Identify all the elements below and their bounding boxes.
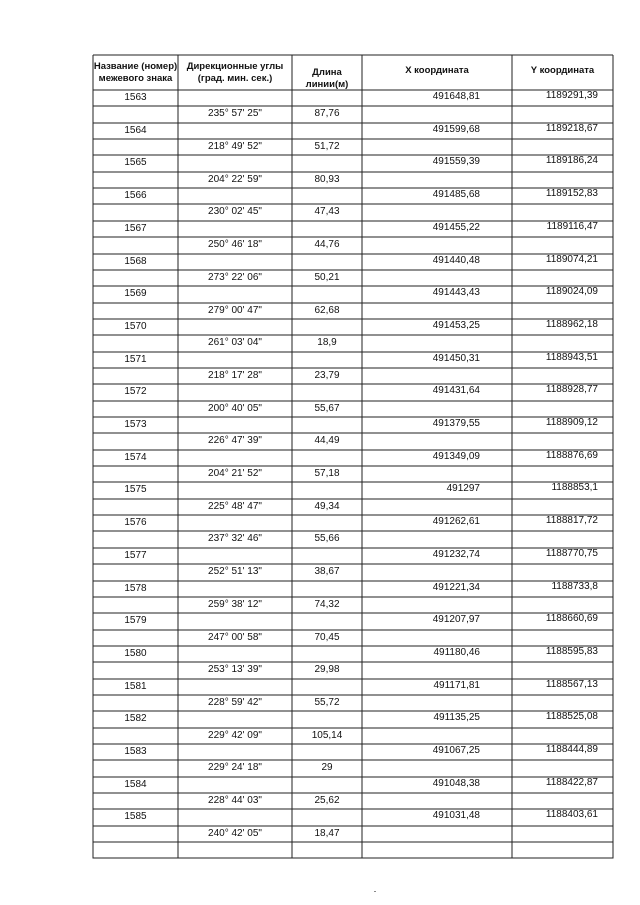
y-coordinate: 1189024,09 [545, 286, 598, 298]
y-coordinate: 1188962,18 [545, 318, 598, 330]
direction-angle: 225° 48' 47" [208, 500, 262, 512]
x-coordinate: 491297 [446, 483, 480, 495]
direction-angle: 247° 00' 58" [208, 631, 262, 643]
header-x-column: X координата [405, 65, 469, 76]
direction-angle: 229° 24' 18" [208, 762, 262, 774]
y-coordinate: 1189152,83 [545, 188, 598, 200]
x-coordinate: 491221,34 [432, 581, 480, 593]
mark-name: 1572 [124, 386, 147, 398]
x-coordinate: 491262,61 [432, 516, 480, 528]
x-coordinate: 491135,25 [433, 712, 480, 724]
mark-name: 1576 [124, 517, 147, 529]
header-y-column: Y координата [530, 65, 595, 76]
x-coordinate: 491559,39 [432, 156, 480, 168]
direction-angle: 252° 51' 13" [208, 566, 262, 578]
line-length: 50,21 [314, 271, 340, 283]
direction-angle: 235° 57' 25" [208, 108, 262, 120]
y-coordinate: 1189218,67 [545, 122, 598, 134]
y-coordinate: 1188733,8 [551, 580, 598, 592]
y-coordinate: 1188876,69 [545, 449, 598, 461]
line-length: 55,66 [314, 533, 340, 545]
mark-name: 1567 [124, 222, 147, 234]
mark-name: 1568 [124, 255, 147, 267]
y-coordinate: 1188595,83 [545, 645, 598, 657]
x-coordinate: 491171,81 [433, 679, 480, 691]
y-coordinate: 1188943,51 [545, 351, 598, 363]
direction-angle: 279° 00' 47" [208, 304, 262, 316]
mark-name: 1571 [124, 353, 147, 365]
line-length: 49,34 [314, 500, 340, 512]
line-length: 105,14 [311, 729, 343, 741]
x-coordinate: 491648,81 [432, 91, 480, 102]
mark-name: 1579 [124, 615, 147, 627]
x-coordinate: 491379,55 [432, 418, 480, 429]
mark-name: 1570 [124, 320, 147, 332]
header-name-line1: Название (номер) [93, 61, 178, 72]
line-length: 25,62 [314, 795, 340, 807]
x-coordinate: 491450,31 [432, 352, 480, 364]
direction-angle: 230° 02' 45" [208, 206, 262, 218]
y-coordinate: 1188422,87 [545, 776, 598, 788]
line-length: 74,32 [314, 598, 340, 610]
direction-angle: 229° 42' 09" [208, 729, 262, 741]
y-coordinate: 1189116,47 [546, 220, 598, 232]
line-length: 18,9 [317, 337, 337, 349]
x-coordinate: 491180,46 [433, 646, 480, 658]
mark-name: 1580 [124, 647, 147, 659]
mark-name: 1574 [124, 451, 147, 463]
y-coordinate: 1189186,24 [545, 155, 598, 167]
x-coordinate: 491431,64 [432, 385, 480, 397]
direction-angle: 250° 46' 18" [208, 239, 262, 251]
mark-name: 1565 [124, 157, 147, 169]
direction-angle: 273° 22' 06" [208, 271, 262, 283]
line-length: 57,18 [314, 468, 340, 480]
y-coordinate: 1189074,21 [545, 253, 598, 265]
y-coordinate: 1188853,1 [551, 482, 598, 494]
y-coordinate: 1188525,08 [545, 711, 598, 723]
mark-name: 1564 [124, 124, 147, 136]
line-length: 55,67 [314, 402, 340, 414]
x-coordinate: 491031,48 [432, 810, 480, 822]
x-coordinate: 491232,74 [432, 548, 480, 560]
x-coordinate: 491048,38 [432, 777, 480, 789]
header-angle-column [178, 61, 292, 85]
x-coordinate: 491453,25 [432, 319, 480, 331]
direction-angle: 226° 47' 39" [208, 435, 262, 447]
y-coordinate: 1188928,77 [545, 384, 598, 396]
line-length: 80,93 [314, 173, 340, 185]
header-name-column [93, 61, 178, 85]
direction-angle: 218° 49' 52" [208, 141, 262, 153]
mark-name: 1569 [124, 288, 147, 300]
y-coordinate: 1188817,72 [545, 515, 598, 527]
line-length: 38,67 [314, 566, 340, 578]
line-length: 23,79 [314, 369, 340, 381]
y-coordinate: 1188403,61 [545, 809, 598, 821]
x-coordinate: 491440,48 [432, 254, 480, 266]
direction-angle: 200° 40' 05" [208, 402, 262, 414]
mark-name: 1573 [124, 419, 147, 430]
mark-name: 1577 [124, 549, 147, 561]
line-length: 18,47 [314, 827, 340, 839]
mark-name: 1583 [124, 746, 147, 757]
line-length: 29,98 [314, 664, 340, 676]
line-length: 47,43 [314, 206, 340, 218]
header-angle-line2: (град. мин. сек.) [197, 73, 273, 84]
line-length: 87,76 [314, 108, 340, 120]
y-coordinate: 1188660,69 [545, 613, 598, 625]
direction-angle: 228° 44' 03" [208, 795, 262, 807]
header-length-column: Длина линии(м) [305, 67, 349, 90]
mark-name: 1581 [124, 680, 147, 692]
line-length: 29 [321, 762, 333, 774]
mark-name: 1575 [124, 484, 147, 496]
x-coordinate: 491485,68 [432, 189, 480, 201]
mark-name: 1578 [124, 582, 147, 594]
mark-name: 1563 [124, 92, 147, 103]
x-coordinate: 491599,68 [432, 123, 480, 135]
direction-angle: 218° 17' 28" [208, 369, 262, 381]
mark-name: 1585 [124, 811, 147, 823]
direction-angle: 261° 03' 04" [208, 337, 262, 349]
direction-angle: 240° 42' 05" [208, 827, 262, 839]
scan-speck [374, 891, 376, 892]
direction-angle: 237° 32' 46" [208, 533, 262, 545]
x-coordinate: 491349,09 [432, 450, 480, 462]
line-length: 62,68 [314, 304, 340, 316]
x-coordinate: 491455,22 [432, 221, 480, 233]
y-coordinate: 1188770,75 [545, 547, 598, 559]
y-coordinate: 1188567,13 [545, 678, 598, 690]
line-length: 44,76 [314, 239, 340, 251]
x-coordinate: 491207,97 [432, 614, 480, 626]
line-length: 51,72 [314, 141, 340, 153]
x-coordinate: 491443,43 [432, 287, 480, 299]
direction-angle: 204° 21' 52" [208, 468, 262, 480]
y-coordinate: 1188909,12 [545, 417, 598, 428]
header-angle-line1: Дирекционные углы [186, 61, 284, 72]
mark-name: 1584 [124, 778, 147, 790]
line-length: 70,45 [314, 631, 340, 643]
mark-name: 1582 [124, 713, 147, 725]
direction-angle: 204° 22' 59" [208, 173, 262, 185]
header-name-line2: межевого знака [98, 73, 173, 84]
direction-angle: 228° 59' 42" [208, 696, 262, 708]
line-length: 55,72 [314, 696, 340, 708]
line-length: 44,49 [314, 435, 340, 447]
y-coordinate: 1188444,89 [545, 744, 598, 755]
direction-angle: 259° 38' 12" [208, 598, 262, 610]
direction-angle: 253° 13' 39" [208, 664, 262, 676]
mark-name: 1566 [124, 190, 147, 202]
x-coordinate: 491067,25 [432, 745, 480, 756]
y-coordinate: 1189291,39 [545, 90, 598, 101]
